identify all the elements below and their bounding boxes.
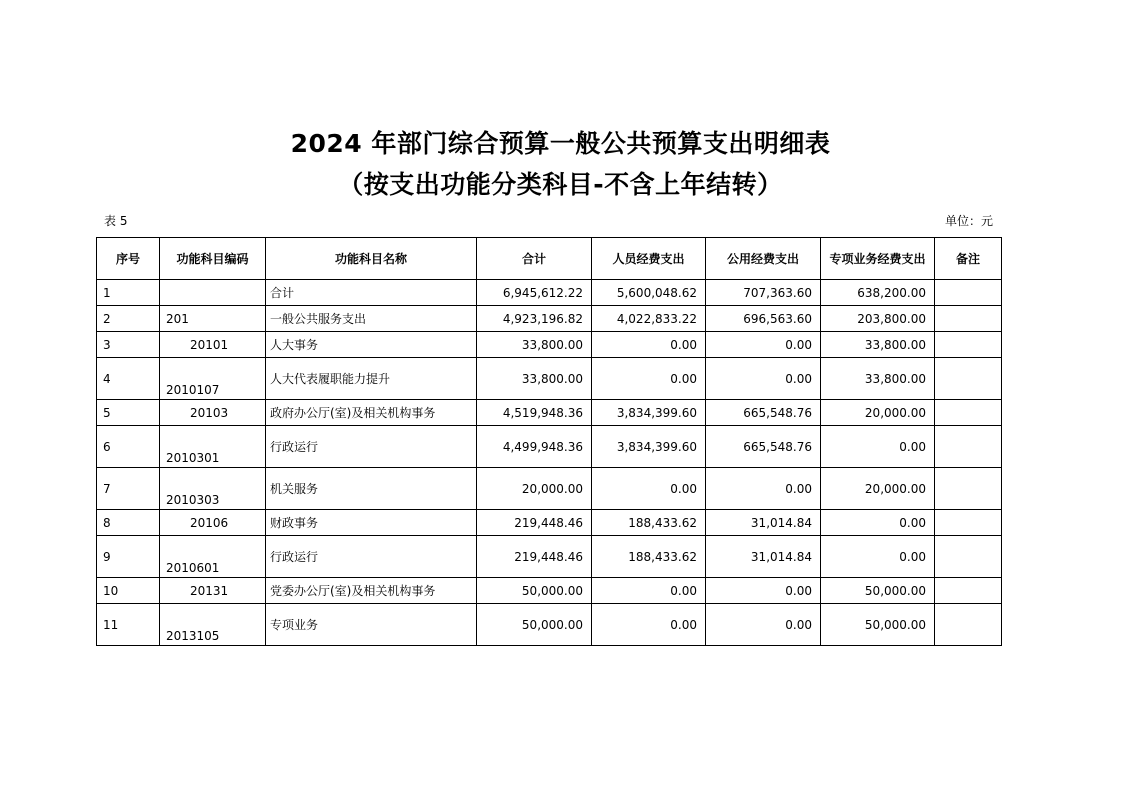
cell-name: 专项业务: [266, 604, 477, 646]
table-row: [97, 578, 1002, 604]
cell-code: 2010601: [160, 536, 266, 578]
cell-personnel: 4,022,833.22: [592, 306, 706, 332]
table-header-row: [97, 238, 1002, 280]
cell-code: 20101: [160, 332, 266, 358]
cell-index: 10: [97, 578, 160, 604]
table-row: [97, 400, 1002, 426]
cell-personnel: 0.00: [592, 578, 706, 604]
cell-public: 0.00: [706, 332, 821, 358]
table-row: [97, 332, 1002, 358]
table-row: [97, 536, 1002, 578]
col-header-index: 序号: [97, 238, 160, 280]
cell-special: 50,000.00: [821, 578, 935, 604]
cell-code: 20106: [160, 510, 266, 536]
cell-personnel: 0.00: [592, 332, 706, 358]
page-subtitle: （按支出功能分类科目-不含上年结转）: [338, 170, 783, 199]
cell-note: [935, 468, 1002, 510]
cell-total: 219,448.46: [477, 536, 592, 578]
cell-code: [160, 280, 266, 306]
table-row: [97, 426, 1002, 468]
cell-public: 665,548.76: [706, 426, 821, 468]
cell-note: [935, 426, 1002, 468]
cell-index: 7: [97, 468, 160, 510]
cell-note: [935, 358, 1002, 400]
cell-special: 33,800.00: [821, 332, 935, 358]
cell-total: 50,000.00: [477, 578, 592, 604]
cell-public: 31,014.84: [706, 536, 821, 578]
cell-index: 6: [97, 426, 160, 468]
cell-index: 8: [97, 510, 160, 536]
cell-name: 党委办公厅(室)及相关机构事务: [266, 578, 477, 604]
cell-name: 财政事务: [266, 510, 477, 536]
cell-note: [935, 604, 1002, 646]
cell-total: 50,000.00: [477, 604, 592, 646]
cell-total: 4,499,948.36: [477, 426, 592, 468]
table-row: [97, 468, 1002, 510]
cell-index: 9: [97, 536, 160, 578]
cell-note: [935, 536, 1002, 578]
table-row: [97, 604, 1002, 646]
table-row: [97, 306, 1002, 332]
cell-special: 20,000.00: [821, 400, 935, 426]
cell-name: 行政运行: [266, 536, 477, 578]
cell-total: 6,945,612.22: [477, 280, 592, 306]
unit-label: 单位：元: [944, 214, 993, 228]
cell-public: 707,363.60: [706, 280, 821, 306]
cell-special: 33,800.00: [821, 358, 935, 400]
cell-personnel: 3,834,399.60: [592, 400, 706, 426]
cell-total: 4,923,196.82: [477, 306, 592, 332]
cell-public: 0.00: [706, 468, 821, 510]
table-number: 表 5: [104, 214, 128, 228]
col-header-personnel: 人员经费支出: [592, 238, 706, 280]
cell-note: [935, 306, 1002, 332]
cell-personnel: 0.00: [592, 358, 706, 400]
cell-total: 33,800.00: [477, 358, 592, 400]
cell-special: 0.00: [821, 426, 935, 468]
budget-table: [96, 237, 1002, 646]
col-header-name: 功能科目名称: [266, 238, 477, 280]
cell-personnel: 0.00: [592, 604, 706, 646]
cell-public: 696,563.60: [706, 306, 821, 332]
cell-personnel: 188,433.62: [592, 536, 706, 578]
cell-index: 1: [97, 280, 160, 306]
cell-name: 机关服务: [266, 468, 477, 510]
cell-index: 5: [97, 400, 160, 426]
cell-public: 0.00: [706, 358, 821, 400]
col-header-note: 备注: [935, 238, 1002, 280]
cell-code: 2010303: [160, 468, 266, 510]
cell-special: 50,000.00: [821, 604, 935, 646]
cell-total: 33,800.00: [477, 332, 592, 358]
cell-index: 2: [97, 306, 160, 332]
cell-code: 20131: [160, 578, 266, 604]
page-title: 2024 年部门综合预算一般公共预算支出明细表: [290, 129, 831, 158]
cell-code: 201: [160, 306, 266, 332]
cell-special: 638,200.00: [821, 280, 935, 306]
cell-name: 一般公共服务支出: [266, 306, 477, 332]
cell-personnel: 5,600,048.62: [592, 280, 706, 306]
cell-total: 219,448.46: [477, 510, 592, 536]
cell-public: 31,014.84: [706, 510, 821, 536]
table-row: [97, 280, 1002, 306]
cell-special: 20,000.00: [821, 468, 935, 510]
cell-personnel: 188,433.62: [592, 510, 706, 536]
cell-code: 2010301: [160, 426, 266, 468]
cell-name: 人大事务: [266, 332, 477, 358]
cell-public: 665,548.76: [706, 400, 821, 426]
cell-note: [935, 280, 1002, 306]
table-row: [97, 358, 1002, 400]
cell-code: 2013105: [160, 604, 266, 646]
cell-name: 合计: [266, 280, 477, 306]
cell-public: 0.00: [706, 578, 821, 604]
cell-personnel: 3,834,399.60: [592, 426, 706, 468]
cell-name: 政府办公厅(室)及相关机构事务: [266, 400, 477, 426]
cell-public: 0.00: [706, 604, 821, 646]
cell-note: [935, 332, 1002, 358]
cell-code: 20103: [160, 400, 266, 426]
cell-special: 0.00: [821, 510, 935, 536]
col-header-special: 专项业务经费支出: [821, 238, 935, 280]
cell-index: 4: [97, 358, 160, 400]
col-header-code: 功能科目编码: [160, 238, 266, 280]
cell-personnel: 0.00: [592, 468, 706, 510]
cell-special: 0.00: [821, 536, 935, 578]
cell-note: [935, 400, 1002, 426]
cell-total: 4,519,948.36: [477, 400, 592, 426]
col-header-public: 公用经费支出: [706, 238, 821, 280]
cell-note: [935, 510, 1002, 536]
cell-index: 3: [97, 332, 160, 358]
cell-special: 203,800.00: [821, 306, 935, 332]
cell-name: 人大代表履职能力提升: [266, 358, 477, 400]
cell-name: 行政运行: [266, 426, 477, 468]
cell-index: 11: [97, 604, 160, 646]
cell-note: [935, 578, 1002, 604]
table-row: [97, 510, 1002, 536]
col-header-total: 合计: [477, 238, 592, 280]
cell-total: 20,000.00: [477, 468, 592, 510]
cell-code: 2010107: [160, 358, 266, 400]
